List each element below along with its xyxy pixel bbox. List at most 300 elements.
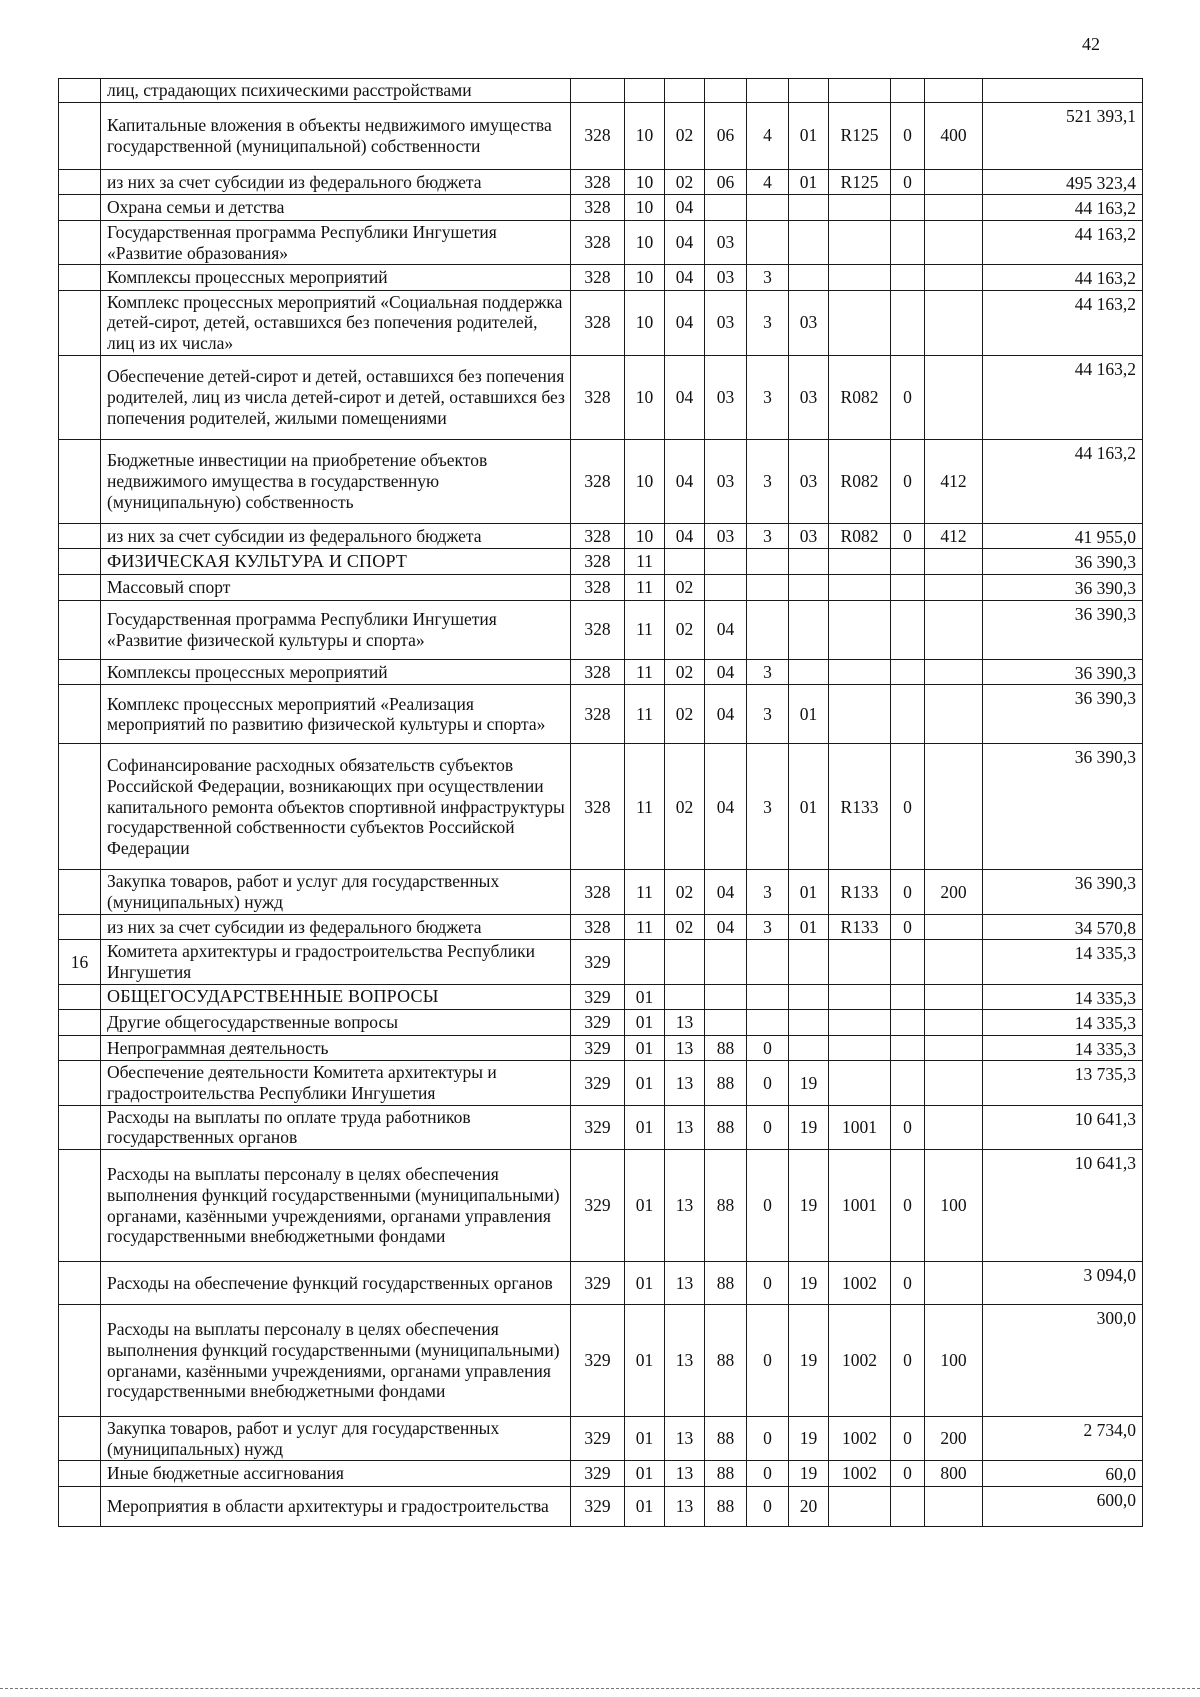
row-code-c3: 13 <box>665 1486 705 1526</box>
row-code-c6: 19 <box>789 1461 829 1487</box>
row-amount: 44 163,2 <box>983 290 1143 355</box>
row-code-c7: R082 <box>829 355 891 439</box>
row-code-c2: 11 <box>625 744 665 870</box>
row-code-c3: 02 <box>665 870 705 914</box>
row-code-c3: 02 <box>665 914 705 940</box>
row-code-c4: 04 <box>705 659 747 685</box>
row-code-c5: 4 <box>747 102 789 169</box>
row-code-c9: 412 <box>925 523 983 549</box>
row-code-c5 <box>747 940 789 984</box>
row-code-c9: 100 <box>925 1305 983 1417</box>
table-row <box>59 1461 1143 1487</box>
row-code-c1: 328 <box>571 523 625 549</box>
row-code-c2: 11 <box>625 575 665 601</box>
row-number <box>59 265 101 291</box>
row-name: из них за счет субсидии из федерального бюджета <box>101 914 571 940</box>
table-row <box>59 220 1143 264</box>
row-code-c5: 0 <box>747 1461 789 1487</box>
row-code-c7: 1002 <box>829 1305 891 1417</box>
table-row <box>59 1417 1143 1461</box>
row-code-c3: 02 <box>665 575 705 601</box>
row-code-c4: 04 <box>705 914 747 940</box>
row-number <box>59 1461 101 1487</box>
row-name: Массовый спорт <box>101 575 571 601</box>
row-code-c8: 0 <box>891 169 925 195</box>
row-code-c7 <box>829 1035 891 1061</box>
row-code-c9 <box>925 549 983 575</box>
row-number <box>59 102 101 169</box>
row-code-c4 <box>705 940 747 984</box>
row-amount: 44 163,2 <box>983 355 1143 439</box>
row-code-c4: 88 <box>705 1150 747 1262</box>
row-code-c7 <box>829 1061 891 1105</box>
row-code-c5: 3 <box>747 744 789 870</box>
row-code-c2: 01 <box>625 1486 665 1526</box>
row-code-c5 <box>747 575 789 601</box>
row-code-c2: 01 <box>625 1105 665 1149</box>
row-amount: 36 390,3 <box>983 600 1143 659</box>
row-name: Государственная программа Республики Ингушетия «Развитие образования» <box>101 220 571 264</box>
row-code-c8 <box>891 1035 925 1061</box>
row-code-c8 <box>891 575 925 601</box>
row-code-c5: 0 <box>747 1150 789 1262</box>
row-code-c5 <box>747 79 789 103</box>
row-code-c7: 1002 <box>829 1262 891 1305</box>
row-number <box>59 1262 101 1305</box>
row-code-c7 <box>829 1486 891 1526</box>
row-code-c2: 11 <box>625 685 665 744</box>
table-row <box>59 870 1143 914</box>
row-name: Другие общегосударственные вопросы <box>101 1010 571 1036</box>
row-code-c9 <box>925 984 983 1010</box>
row-code-c6 <box>789 265 829 291</box>
row-name: Комплекс процессных мероприятий «Реализация мероприятий по развитию физической культуры и спорта» <box>101 685 571 744</box>
row-number <box>59 549 101 575</box>
row-name: из них за счет субсидии из федерального бюджета <box>101 523 571 549</box>
row-code-c9: 400 <box>925 102 983 169</box>
row-code-c2 <box>625 940 665 984</box>
row-code-c3: 04 <box>665 195 705 221</box>
row-code-c4: 88 <box>705 1061 747 1105</box>
table-row <box>59 914 1143 940</box>
row-code-c3: 04 <box>665 523 705 549</box>
row-amount: 10 641,3 <box>983 1105 1143 1149</box>
row-code-c2: 01 <box>625 1010 665 1036</box>
row-number <box>59 1061 101 1105</box>
row-number <box>59 523 101 549</box>
row-code-c9 <box>925 265 983 291</box>
table-row <box>59 169 1143 195</box>
table-row <box>59 1150 1143 1262</box>
row-code-c1: 328 <box>571 169 625 195</box>
row-code-c6: 19 <box>789 1417 829 1461</box>
row-number <box>59 1010 101 1036</box>
row-code-c8 <box>891 984 925 1010</box>
row-code-c3: 04 <box>665 355 705 439</box>
row-amount: 36 390,3 <box>983 744 1143 870</box>
row-code-c6: 01 <box>789 102 829 169</box>
row-number <box>59 600 101 659</box>
row-code-c6: 19 <box>789 1305 829 1417</box>
row-code-c4: 04 <box>705 600 747 659</box>
row-code-c8: 0 <box>891 1461 925 1487</box>
row-code-c6: 19 <box>789 1150 829 1262</box>
row-name: Иные бюджетные ассигнования <box>101 1461 571 1487</box>
row-code-c2: 10 <box>625 290 665 355</box>
row-code-c6 <box>789 195 829 221</box>
row-code-c5: 3 <box>747 290 789 355</box>
row-code-c8: 0 <box>891 744 925 870</box>
row-code-c3: 13 <box>665 1061 705 1105</box>
row-code-c9 <box>925 79 983 103</box>
row-amount: 44 163,2 <box>983 439 1143 523</box>
table-row <box>59 102 1143 169</box>
row-code-c7 <box>829 1010 891 1036</box>
table-row <box>59 685 1143 744</box>
row-number <box>59 169 101 195</box>
row-amount: 44 163,2 <box>983 195 1143 221</box>
row-code-c6 <box>789 984 829 1010</box>
row-code-c9 <box>925 600 983 659</box>
row-code-c6: 01 <box>789 914 829 940</box>
row-code-c4: 88 <box>705 1262 747 1305</box>
row-amount: 60,0 <box>983 1461 1143 1487</box>
row-code-c8 <box>891 79 925 103</box>
row-code-c4: 03 <box>705 523 747 549</box>
table-row <box>59 439 1143 523</box>
row-code-c1: 329 <box>571 1150 625 1262</box>
row-name: Расходы на выплаты персоналу в целях обеспечения выполнения функций государственными (муниципальными) органами, казёнными учреждениями, органами управления государственными внебюджетными фондами <box>101 1305 571 1417</box>
row-amount: 300,0 <box>983 1305 1143 1417</box>
row-amount <box>983 79 1143 103</box>
row-code-c3: 13 <box>665 1150 705 1262</box>
row-code-c8 <box>891 290 925 355</box>
row-code-c4: 06 <box>705 169 747 195</box>
row-code-c2 <box>625 79 665 103</box>
row-code-c7 <box>829 659 891 685</box>
row-code-c3: 02 <box>665 600 705 659</box>
page-number: 42 <box>1082 34 1100 54</box>
row-code-c5: 0 <box>747 1486 789 1526</box>
row-code-c1: 329 <box>571 1262 625 1305</box>
row-code-c5: 3 <box>747 914 789 940</box>
row-code-c9: 800 <box>925 1461 983 1487</box>
row-code-c6: 20 <box>789 1486 829 1526</box>
row-code-c2: 01 <box>625 1461 665 1487</box>
table-row <box>59 1061 1143 1105</box>
table-row <box>59 290 1143 355</box>
row-code-c3: 13 <box>665 1262 705 1305</box>
table-row <box>59 195 1143 221</box>
row-code-c1: 328 <box>571 265 625 291</box>
row-number <box>59 685 101 744</box>
row-number <box>59 79 101 103</box>
row-code-c2: 10 <box>625 439 665 523</box>
row-code-c9 <box>925 744 983 870</box>
row-code-c8: 0 <box>891 1105 925 1149</box>
row-code-c9 <box>925 914 983 940</box>
row-code-c8: 0 <box>891 523 925 549</box>
row-code-c3: 04 <box>665 220 705 264</box>
row-code-c2: 01 <box>625 1262 665 1305</box>
row-code-c4: 06 <box>705 102 747 169</box>
row-code-c1: 329 <box>571 1010 625 1036</box>
row-code-c6: 01 <box>789 685 829 744</box>
row-number <box>59 575 101 601</box>
row-code-c5: 3 <box>747 265 789 291</box>
row-name: Расходы на обеспечение функций государственных органов <box>101 1262 571 1305</box>
row-number <box>59 1035 101 1061</box>
row-code-c5 <box>747 1010 789 1036</box>
row-code-c1: 329 <box>571 1417 625 1461</box>
row-code-c6 <box>789 659 829 685</box>
row-code-c9 <box>925 220 983 264</box>
row-code-c5: 0 <box>747 1262 789 1305</box>
row-code-c5: 3 <box>747 685 789 744</box>
row-code-c2: 10 <box>625 355 665 439</box>
row-code-c7: R125 <box>829 169 891 195</box>
row-number <box>59 914 101 940</box>
budget-table-body <box>59 79 1143 1527</box>
row-code-c7 <box>829 549 891 575</box>
row-amount: 44 163,2 <box>983 265 1143 291</box>
row-code-c3 <box>665 549 705 575</box>
row-code-c3: 13 <box>665 1461 705 1487</box>
row-code-c8: 0 <box>891 914 925 940</box>
table-row <box>59 1305 1143 1417</box>
row-name: Расходы на выплаты по оплате труда работников государственных органов <box>101 1105 571 1149</box>
row-code-c8 <box>891 940 925 984</box>
row-code-c3: 04 <box>665 290 705 355</box>
row-amount: 10 641,3 <box>983 1150 1143 1262</box>
table-row <box>59 1010 1143 1036</box>
row-code-c6 <box>789 549 829 575</box>
row-code-c3: 13 <box>665 1105 705 1149</box>
row-code-c4 <box>705 575 747 601</box>
row-code-c8: 0 <box>891 1417 925 1461</box>
row-code-c1: 328 <box>571 914 625 940</box>
row-amount: 36 390,3 <box>983 870 1143 914</box>
row-code-c6 <box>789 1035 829 1061</box>
row-code-c2: 10 <box>625 220 665 264</box>
row-code-c1: 328 <box>571 355 625 439</box>
row-code-c3: 02 <box>665 744 705 870</box>
row-code-c7: R082 <box>829 439 891 523</box>
row-code-c6: 19 <box>789 1061 829 1105</box>
row-code-c5: 3 <box>747 659 789 685</box>
row-code-c2: 11 <box>625 914 665 940</box>
row-code-c1: 329 <box>571 1461 625 1487</box>
row-code-c8: 0 <box>891 870 925 914</box>
row-code-c5 <box>747 220 789 264</box>
row-code-c6 <box>789 575 829 601</box>
table-row <box>59 355 1143 439</box>
row-code-c3: 02 <box>665 659 705 685</box>
row-code-c9 <box>925 1061 983 1105</box>
row-code-c2: 11 <box>625 549 665 575</box>
row-number <box>59 659 101 685</box>
row-code-c2: 11 <box>625 600 665 659</box>
row-code-c1: 328 <box>571 744 625 870</box>
row-amount: 44 163,2 <box>983 220 1143 264</box>
row-code-c1: 328 <box>571 195 625 221</box>
row-code-c4: 88 <box>705 1486 747 1526</box>
row-code-c4: 04 <box>705 744 747 870</box>
row-code-c1: 329 <box>571 1305 625 1417</box>
row-amount: 14 335,3 <box>983 984 1143 1010</box>
row-number <box>59 1150 101 1262</box>
row-name: Бюджетные инвестиции на приобретение объектов недвижимого имущества в государственную (муниципальную) собственность <box>101 439 571 523</box>
row-code-c1: 328 <box>571 102 625 169</box>
row-name: Государственная программа Республики Ингушетия «Развитие физической культуры и спорта» <box>101 600 571 659</box>
row-code-c3: 13 <box>665 1417 705 1461</box>
row-code-c3: 04 <box>665 265 705 291</box>
row-amount: 521 393,1 <box>983 102 1143 169</box>
row-code-c6 <box>789 1010 829 1036</box>
table-row <box>59 79 1143 103</box>
row-code-c4: 03 <box>705 290 747 355</box>
row-code-c6: 03 <box>789 523 829 549</box>
row-amount: 13 735,3 <box>983 1061 1143 1105</box>
row-number <box>59 355 101 439</box>
row-name: Комитета архитектуры и градостроительства Республики Ингушетия <box>101 940 571 984</box>
row-code-c7: 1001 <box>829 1150 891 1262</box>
row-code-c4: 03 <box>705 220 747 264</box>
row-number <box>59 439 101 523</box>
row-code-c7: R125 <box>829 102 891 169</box>
row-name: Комплексы процессных мероприятий <box>101 659 571 685</box>
row-code-c5 <box>747 549 789 575</box>
row-code-c1: 328 <box>571 575 625 601</box>
row-code-c7 <box>829 290 891 355</box>
row-code-c4 <box>705 1010 747 1036</box>
table-row <box>59 984 1143 1010</box>
row-name: Обеспечение детей-сирот и детей, оставшихся без попечения родителей, лиц из числа детей-сирот и детей, оставшихся без попечения родителей, жилыми помещениями <box>101 355 571 439</box>
row-code-c2: 10 <box>625 102 665 169</box>
row-code-c1: 329 <box>571 1061 625 1105</box>
table-row <box>59 744 1143 870</box>
row-code-c1: 328 <box>571 600 625 659</box>
table-row <box>59 1105 1143 1149</box>
row-code-c9: 200 <box>925 870 983 914</box>
row-code-c9 <box>925 685 983 744</box>
table-row <box>59 575 1143 601</box>
row-code-c2: 01 <box>625 984 665 1010</box>
row-amount: 495 323,4 <box>983 169 1143 195</box>
row-code-c1: 329 <box>571 940 625 984</box>
row-number <box>59 195 101 221</box>
row-code-c1: 328 <box>571 870 625 914</box>
row-code-c8: 0 <box>891 1150 925 1262</box>
row-code-c7 <box>829 940 891 984</box>
row-code-c8 <box>891 195 925 221</box>
row-code-c5: 3 <box>747 439 789 523</box>
row-code-c6 <box>789 600 829 659</box>
row-amount: 14 335,3 <box>983 940 1143 984</box>
row-code-c2: 01 <box>625 1305 665 1417</box>
row-code-c5: 3 <box>747 355 789 439</box>
row-number <box>59 1486 101 1526</box>
row-code-c1: 329 <box>571 1035 625 1061</box>
row-code-c7: R133 <box>829 744 891 870</box>
row-code-c2: 01 <box>625 1150 665 1262</box>
row-code-c3: 02 <box>665 102 705 169</box>
table-row <box>59 1486 1143 1526</box>
row-code-c6: 03 <box>789 290 829 355</box>
row-code-c4: 03 <box>705 355 747 439</box>
row-code-c5: 3 <box>747 870 789 914</box>
row-code-c8 <box>891 1061 925 1105</box>
budget-table <box>58 78 1143 1527</box>
row-code-c3: 13 <box>665 1305 705 1417</box>
row-name: Капитальные вложения в объекты недвижимого имущества государственной (муниципальной) собственности <box>101 102 571 169</box>
row-name: лиц, страдающих психическими расстройствами <box>101 79 571 103</box>
row-code-c2: 01 <box>625 1035 665 1061</box>
table-row <box>59 265 1143 291</box>
row-number <box>59 1417 101 1461</box>
row-code-c4: 04 <box>705 870 747 914</box>
row-name: Непрограммная деятельность <box>101 1035 571 1061</box>
row-name: ОБЩЕГОСУДАРСТВЕННЫЕ ВОПРОСЫ <box>101 984 571 1010</box>
row-code-c3: 04 <box>665 439 705 523</box>
row-code-c6: 19 <box>789 1105 829 1149</box>
row-code-c2: 10 <box>625 169 665 195</box>
row-code-c8 <box>891 1486 925 1526</box>
row-code-c7: R133 <box>829 870 891 914</box>
row-code-c8: 0 <box>891 439 925 523</box>
row-amount: 36 390,3 <box>983 685 1143 744</box>
row-amount: 14 335,3 <box>983 1035 1143 1061</box>
row-code-c1: 328 <box>571 290 625 355</box>
row-code-c1: 328 <box>571 659 625 685</box>
row-code-c6: 03 <box>789 355 829 439</box>
row-code-c7 <box>829 79 891 103</box>
row-code-c1: 328 <box>571 439 625 523</box>
row-code-c7 <box>829 220 891 264</box>
row-code-c2: 10 <box>625 195 665 221</box>
row-code-c5: 0 <box>747 1305 789 1417</box>
row-code-c7: 1002 <box>829 1461 891 1487</box>
table-row <box>59 1262 1143 1305</box>
table-row <box>59 1035 1143 1061</box>
row-code-c9 <box>925 1010 983 1036</box>
row-code-c9: 412 <box>925 439 983 523</box>
row-number <box>59 290 101 355</box>
row-code-c6 <box>789 79 829 103</box>
row-amount: 36 390,3 <box>983 659 1143 685</box>
row-code-c2: 01 <box>625 1417 665 1461</box>
row-code-c7 <box>829 984 891 1010</box>
row-code-c2: 10 <box>625 265 665 291</box>
table-row <box>59 659 1143 685</box>
row-code-c9 <box>925 1105 983 1149</box>
row-code-c6: 01 <box>789 870 829 914</box>
row-number: 16 <box>59 940 101 984</box>
row-amount: 14 335,3 <box>983 1010 1143 1036</box>
row-code-c9: 100 <box>925 1150 983 1262</box>
row-amount: 2 734,0 <box>983 1417 1143 1461</box>
row-code-c5: 0 <box>747 1061 789 1105</box>
row-amount: 34 570,8 <box>983 914 1143 940</box>
row-code-c4: 88 <box>705 1305 747 1417</box>
row-code-c9 <box>925 940 983 984</box>
row-name: Софинансирование расходных обязательств субъектов Российской Федерации, возникающих при осуществлении капитального ремонта объектов спортивной инфраструктуры государственной собственности субъектов Российской Федерации <box>101 744 571 870</box>
row-number <box>59 984 101 1010</box>
row-code-c7 <box>829 685 891 744</box>
row-code-c9 <box>925 169 983 195</box>
table-row <box>59 600 1143 659</box>
row-code-c4: 88 <box>705 1461 747 1487</box>
